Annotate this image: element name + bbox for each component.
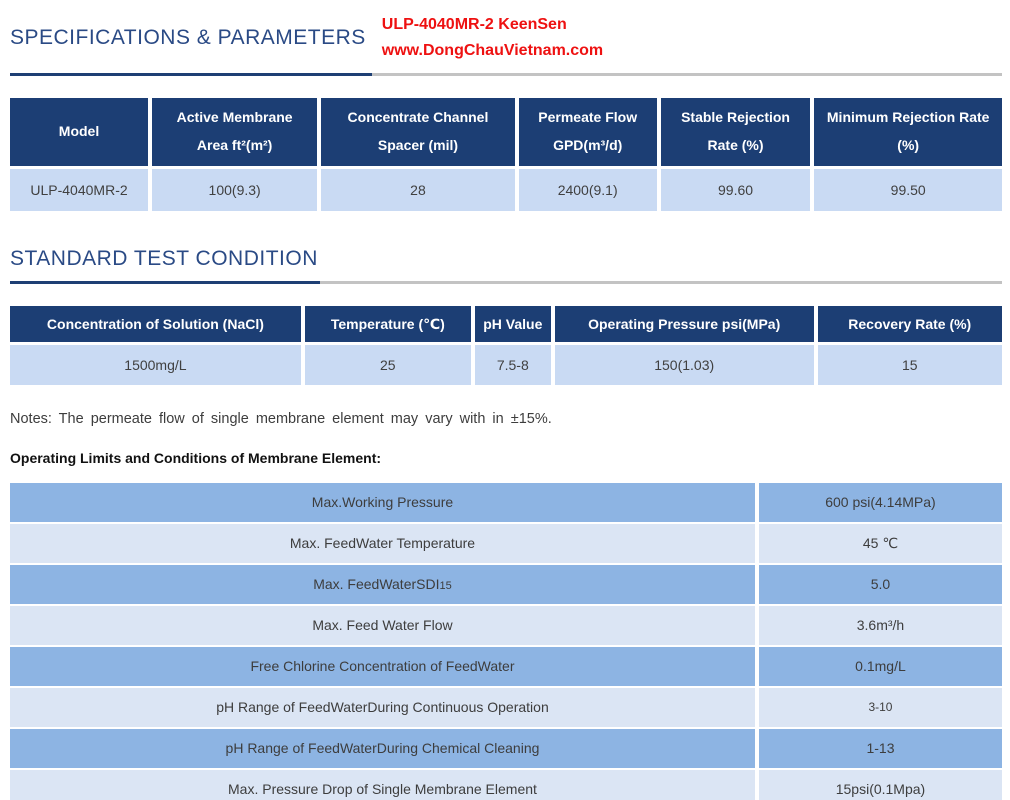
watermark-model: ULP-4040MR-2 KeenSen <box>381 16 567 33</box>
test-header-recovery: Recovery Rate (%) <box>818 306 1003 342</box>
limits-row-working-pressure <box>10 483 1002 522</box>
limit-label: pH Range of FeedWaterDuring Chemical Cleaning <box>10 729 755 768</box>
notes-text: Notes: The permeate flow of single membrane element may vary with in ±15%. <box>10 410 552 427</box>
limit-value: 5.0 <box>759 565 1002 604</box>
limit-value: 600 psi(4.14MPa) <box>759 483 1002 522</box>
limit-label: Max. Feed Water Flow <box>10 606 755 645</box>
specifications-table <box>6 95 1006 214</box>
test-header-row <box>10 306 1002 342</box>
test-condition-underline <box>10 281 1002 284</box>
spec-header-membrane-area: Active Membrane Area ft²(m²) <box>152 98 317 166</box>
limits-row-free-chlorine <box>10 647 1002 686</box>
spec-header-min-rejection: Minimum Rejection Rate (%) <box>814 98 1002 166</box>
spec-channel-spacer-value: 28 <box>321 169 514 211</box>
spec-header-model: Model <box>10 98 148 166</box>
test-ph-value: 7.5-8 <box>475 345 551 385</box>
watermark <box>382 12 603 65</box>
watermark-url: www.DongChauVietnam.com <box>381 42 604 60</box>
test-header-nacl: Concentration of Solution (NaCl) <box>10 306 301 342</box>
spec-header-row <box>10 98 1002 166</box>
test-header-temperature: Temperature (℃) <box>305 306 471 342</box>
limit-label <box>10 565 755 604</box>
limits-row-ph-chemical <box>10 729 1002 768</box>
limit-value: 3.6m³/h <box>759 606 1002 645</box>
limits-row-feedwater-sdi <box>10 565 1002 604</box>
test-condition-table <box>6 303 1006 388</box>
test-condition-underline-accent <box>10 281 320 284</box>
spec-stable-rejection-value: 99.60 <box>661 169 811 211</box>
limit-label-subscript: 15 <box>439 580 452 593</box>
limits-row-ph-continuous <box>10 688 1002 727</box>
operating-limits-heading: Operating Limits and Conditions of Membrane Element: <box>10 449 382 466</box>
spec-permeate-flow-value: 2400(9.1) <box>519 169 657 211</box>
spec-header-channel-spacer: Concentrate Channel Spacer (mil) <box>321 98 514 166</box>
limit-label-text: Max. FeedWaterSDI <box>313 576 440 593</box>
test-pressure-value: 150(1.03) <box>555 345 814 385</box>
limits-row-feed-water-flow <box>10 606 1002 645</box>
spec-header-permeate-flow: Permeate Flow GPD(m³/d) <box>519 98 657 166</box>
test-nacl-value: 1500mg/L <box>10 345 301 385</box>
test-condition-title: STANDARD TEST CONDITION <box>10 246 318 270</box>
limits-row-pressure-drop <box>10 770 1002 800</box>
title-underline <box>10 73 1002 76</box>
operating-limits-table <box>6 481 1006 800</box>
test-recovery-value: 15 <box>818 345 1003 385</box>
limit-value: 0.1mg/L <box>759 647 1002 686</box>
limit-label: Max. Pressure Drop of Single Membrane Element <box>10 770 755 800</box>
limits-row-feedwater-temperature <box>10 524 1002 563</box>
spec-header-stable-rejection: Stable Rejection Rate (%) <box>661 98 811 166</box>
limit-value: 3-10 <box>759 688 1002 727</box>
limit-label: Max.Working Pressure <box>10 483 755 522</box>
spec-model-value: ULP-4040MR-2 <box>10 169 148 211</box>
spec-data-row <box>10 169 1002 211</box>
spec-min-rejection-value: 99.50 <box>814 169 1002 211</box>
test-header-pressure: Operating Pressure psi(MPa) <box>555 306 814 342</box>
limit-label: pH Range of FeedWaterDuring Continuous Operation <box>10 688 755 727</box>
limit-label: Max. FeedWater Temperature <box>10 524 755 563</box>
limit-value: 1-13 <box>759 729 1002 768</box>
spec-membrane-area-value: 100(9.3) <box>152 169 317 211</box>
title-underline-accent <box>10 73 372 76</box>
limit-label: Free Chlorine Concentration of FeedWater <box>10 647 755 686</box>
limit-value: 15psi(0.1Mpa) <box>759 770 1002 800</box>
test-temperature-value: 25 <box>305 345 471 385</box>
page-title: SPECIFICATIONS & PARAMETERS <box>10 26 366 50</box>
limit-value: 45 ℃ <box>759 524 1002 563</box>
test-data-row <box>10 345 1002 385</box>
header <box>10 12 1002 65</box>
test-header-ph: pH Value <box>475 306 551 342</box>
